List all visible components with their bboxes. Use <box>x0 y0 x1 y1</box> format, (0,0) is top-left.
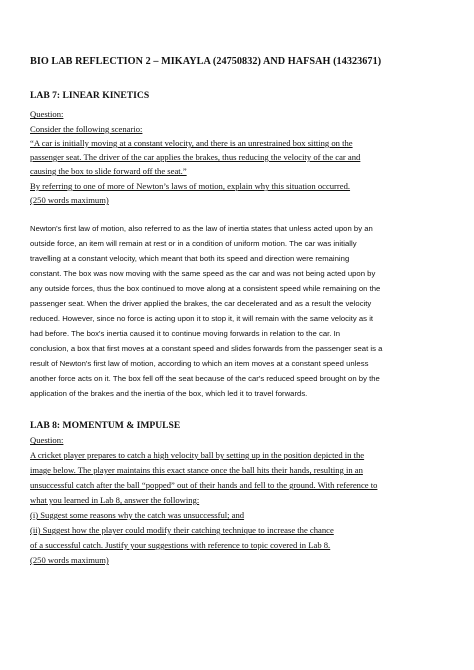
lab7-question-line: passenger seat. The driver of the car applies the brakes, thus reducing the velocity of the car and <box>30 152 361 162</box>
lab7-question-line: (250 words maximum) <box>30 195 109 205</box>
lab8-heading: LAB 8: MOMENTUM & IMPULSE <box>30 420 181 431</box>
lab7-answer-line: reduced. However, since no force is acting upon it to stop it, it will remain with the same velocity as it <box>30 314 374 323</box>
lab8-question-line: of a successful catch. Justify your suggestions with reference to topic covered in Lab 8. <box>30 540 331 550</box>
lab8-question-line: (250 words maximum) <box>30 555 109 565</box>
lab7-answer-line: constant. The box was now moving with the same speed as the car and was not being acted upon by <box>30 269 376 278</box>
lab7-heading: LAB 7: LINEAR KINETICS <box>30 90 150 101</box>
lab7-question-line: Consider the following scenario: <box>30 124 143 134</box>
lab7-answer-line: travelling at a constant velocity, which meant that both its speed and direction were remaining <box>30 254 350 263</box>
lab7-answer-line: application of the brakes and the inertia of the box, which led it to travel forwards. <box>30 389 308 398</box>
lab7-question-label: Question: <box>30 109 64 119</box>
lab7-answer-line: any outside forces, thus the box continued to move along at a consistent speed while remaining on the <box>30 284 381 293</box>
lab7-answer-line: another force acts on it. The box fell off the seat because of the car's reduced speed brought on by the <box>30 374 380 383</box>
lab8-question-line: image below. The player maintains this exact stance once the ball hits their hands, resulting in an <box>30 465 363 475</box>
lab7-answer-line: outside force, an item will remain at rest or in a condition of uniform motion. The car was initially <box>30 239 357 248</box>
lab7-answer-line: Newton's first law of motion, also referred to as the law of inertia states that unless acted upon by an <box>30 224 373 233</box>
lab8-question-line: (ii) Suggest how the player could modify their catching technique to increase the chance <box>30 525 334 535</box>
document-title: BIO LAB REFLECTION 2 – MIKAYLA (24750832) AND HAFSAH (14323671) <box>30 56 382 67</box>
lab7-answer-line: passenger seat. When the driver applied the brakes, the car decelerated and as a result the velocity <box>30 299 372 308</box>
lab8-question-line: unsuccessful catch after the ball “popped” out of their hands and fell to the ground. With reference to <box>30 480 378 490</box>
lab8-question-line: (i) Suggest some reasons why the catch was unsuccessful; and <box>30 510 245 520</box>
lab8-question-line: what you learned in Lab 8, answer the following: <box>30 495 200 505</box>
lab7-answer-line: had before. The box's inertia caused it to continue moving forwards in relation to the car. In <box>30 329 341 338</box>
lab7-question-line: causing the box to slide forward off the seat.” <box>30 166 187 176</box>
lab7-question-line: By referring to one of more of Newton’s laws of motion, explain why this situation occurred. <box>30 181 351 191</box>
lab7-answer-line: result of Newton's first law of motion, according to which an item moves at a constant speed unless <box>30 359 369 368</box>
lab7-answer-line: conclusion, a box that first moves at a constant speed and slides forwards from the passenger seat is a <box>30 344 383 353</box>
lab8-question-label: Question: <box>30 435 64 445</box>
lab8-question-line: A cricket player prepares to catch a high velocity ball by setting up in the position depicted in the <box>30 450 365 460</box>
lab7-question-line: “A car is initially moving at a constant velocity, and there is an unrestrained box sitting on the <box>30 138 353 148</box>
